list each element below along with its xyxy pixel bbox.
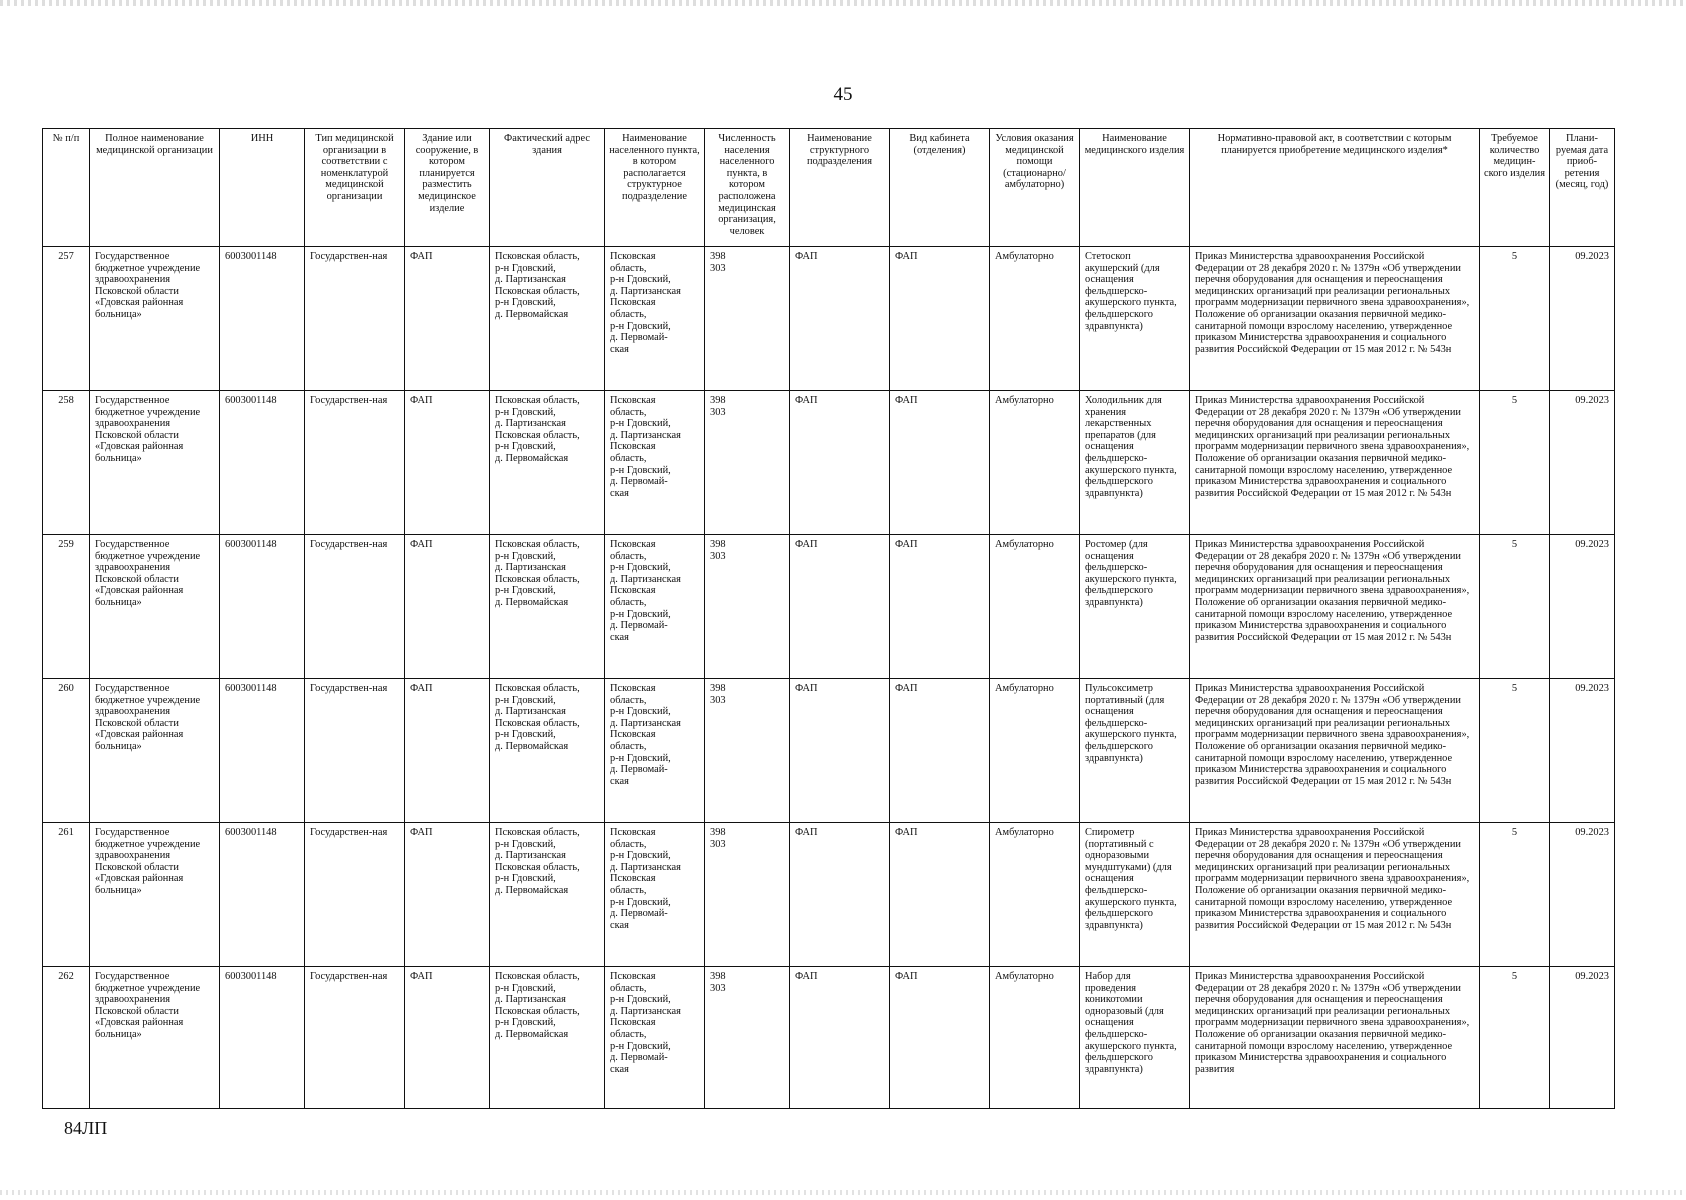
cell-num: 260 [43, 679, 90, 823]
cell-date: 09.2023 [1550, 535, 1615, 679]
cell-address: Псковская область, р-н Гдовский, д. Партизанская Псковская область, р-н Гдовский, д. Первомайская [490, 391, 605, 535]
cell-division: ФАП [790, 823, 890, 967]
cell-qty: 5 [1480, 247, 1550, 391]
col-header-cabinet: Вид кабинета (отделения) [890, 129, 990, 247]
col-header-law: Нормативно-правовой акт, в соответствии с которым планируется приобретение медицинского изделия* [1190, 129, 1480, 247]
cell-population: 398 303 [705, 391, 790, 535]
cell-qty: 5 [1480, 535, 1550, 679]
cell-address: Псковская область, р-н Гдовский, д. Партизанская Псковская область, р-н Гдовский, д. Первомайская [490, 247, 605, 391]
cell-population: 398 303 [705, 823, 790, 967]
cell-type: Государствен-ная [305, 967, 405, 1109]
cell-cabinet: ФАП [890, 391, 990, 535]
cell-population: 398 303 [705, 247, 790, 391]
cell-device: Спирометр (портативный с одноразовыми мундштуками) (для оснащения фельдшерско-акушерского пункта, фельдшерского здравпункта) [1080, 823, 1190, 967]
cell-type: Государствен-ная [305, 679, 405, 823]
cell-law: Приказ Министерства здравоохранения Российской Федерации от 28 декабря 2020 г. № 1379н «Об утверждении перечня оборудования для оснащения и переоснащения медицинских организаций при реализации региональных программ модернизации первичного звена здравоохранения», Положение об организации оказания первичной медико-санитарной помощи взрослому населению, утвержденное приказом Министерства здравоохранения и социального развития Российской Федерации от 15 мая 2012 г. № 543н [1190, 247, 1480, 391]
cell-division: ФАП [790, 967, 890, 1109]
col-header-building: Здание или сооружение, в котором планируется разместить медицинское изделие [405, 129, 490, 247]
cell-locality: Псковская область, р-н Гдовский, д. Партизанская Псковская область, р-н Гдовский, д. Первомай- ская [605, 679, 705, 823]
cell-inn: 6003001148 [220, 247, 305, 391]
col-header-type: Тип медицинской организации в соответствии с номенклатурой медицинской организации [305, 129, 405, 247]
cell-num: 262 [43, 967, 90, 1109]
col-header-locality: Наименование населенного пункта, в котором располагается структурное подразделение [605, 129, 705, 247]
col-header-division: Наименование структурного подразделения [790, 129, 890, 247]
col-header-org: Полное наименование медицинской организации [90, 129, 220, 247]
cell-inn: 6003001148 [220, 391, 305, 535]
cell-division: ФАП [790, 679, 890, 823]
cell-law: Приказ Министерства здравоохранения Российской Федерации от 28 декабря 2020 г. № 1379н «Об утверждении перечня оборудования для оснащения и переоснащения медицинских организаций при реализации региональных программ модернизации первичного звена здравоохранения», Положение об организации оказания первичной медико-санитарной помощи взрослому населению, утвержденное приказом Министерства здравоохранения и социального развития Российской Федерации от 15 мая 2012 г. № 543н [1190, 391, 1480, 535]
cell-law: Приказ Министерства здравоохранения Российской Федерации от 28 декабря 2020 г. № 1379н «Об утверждении перечня оборудования для оснащения и переоснащения медицинских организаций при реализации региональных программ модернизации первичного звена здравоохранения», Положение об организации оказания первичной медико-санитарной помощи взрослому населению, утвержденное приказом Министерства здравоохранения и социального развития Российской Федерации от 15 мая 2012 г. № 543н [1190, 679, 1480, 823]
cell-org: Государственное бюджетное учреждение здравоохранения Псковской области «Гдовская районная больница» [90, 967, 220, 1109]
cell-date: 09.2023 [1550, 823, 1615, 967]
table-header-row [43, 129, 1615, 247]
col-header-population: Численность населения населенного пункта, в котором расположена медицинская организация, человек [705, 129, 790, 247]
document-code: 84ЛП [64, 1118, 108, 1138]
cell-conditions: Амбулаторно [990, 967, 1080, 1109]
cell-law: Приказ Министерства здравоохранения Российской Федерации от 28 декабря 2020 г. № 1379н «Об утверждении перечня оборудования для оснащения и переоснащения медицинских организаций при реализации региональных программ модернизации первичного звена здравоохранения», Положение об организации оказания первичной медико-санитарной помощи взрослому населению, утвержденное приказом Министерства здравоохранения и социального развития Российской Федерации от 15 мая 2012 г. № 543н [1190, 535, 1480, 679]
cell-locality: Псковская область, р-н Гдовский, д. Партизанская Псковская область, р-н Гдовский, д. Первомай- ская [605, 391, 705, 535]
cell-building: ФАП [405, 967, 490, 1109]
table-row [43, 679, 1615, 823]
cell-conditions: Амбулаторно [990, 247, 1080, 391]
cell-conditions: Амбулаторно [990, 823, 1080, 967]
cell-division: ФАП [790, 535, 890, 679]
cell-population: 398 303 [705, 967, 790, 1109]
cell-device: Набор для проведения коникотомии одноразовый (для оснащения фельдшерско-акушерского пункта, фельдшерского здравпункта) [1080, 967, 1190, 1109]
cell-division: ФАП [790, 247, 890, 391]
scan-edge-top [0, 0, 1686, 6]
cell-org: Государственное бюджетное учреждение здравоохранения Псковской области «Гдовская районная больница» [90, 535, 220, 679]
cell-device: Стетоскоп акушерский (для оснащения фельдшерско-акушерского пункта, фельдшерского здравпункта) [1080, 247, 1190, 391]
cell-device: Ростомер (для оснащения фельдшерско-акушерского пункта, фельдшерского здравпункта) [1080, 535, 1190, 679]
col-header-conditions: Условия оказания медицинской помощи (стационарно/ амбулаторно) [990, 129, 1080, 247]
cell-address: Псковская область, р-н Гдовский, д. Партизанская Псковская область, р-н Гдовский, д. Первомайская [490, 967, 605, 1109]
cell-population: 398 303 [705, 679, 790, 823]
cell-org: Государственное бюджетное учреждение здравоохранения Псковской области «Гдовская районная больница» [90, 247, 220, 391]
cell-locality: Псковская область, р-н Гдовский, д. Партизанская Псковская область, р-н Гдовский, д. Первомай- ская [605, 967, 705, 1109]
col-header-device: Наименование медицинского изделия [1080, 129, 1190, 247]
cell-device: Пульсоксиметр портативный (для оснащения фельдшерско-акушерского пункта, фельдшерского здравпункта) [1080, 679, 1190, 823]
cell-date: 09.2023 [1550, 967, 1615, 1109]
cell-type: Государствен-ная [305, 823, 405, 967]
cell-qty: 5 [1480, 679, 1550, 823]
cell-date: 09.2023 [1550, 679, 1615, 823]
cell-conditions: Амбулаторно [990, 535, 1080, 679]
scan-edge-bottom [0, 1190, 1686, 1195]
cell-conditions: Амбулаторно [990, 679, 1080, 823]
cell-type: Государствен-ная [305, 247, 405, 391]
cell-cabinet: ФАП [890, 247, 990, 391]
cell-org: Государственное бюджетное учреждение здравоохранения Псковской области «Гдовская районная больница» [90, 823, 220, 967]
cell-building: ФАП [405, 679, 490, 823]
equipment-table [42, 128, 1615, 1109]
cell-qty: 5 [1480, 391, 1550, 535]
cell-date: 09.2023 [1550, 391, 1615, 535]
cell-locality: Псковская область, р-н Гдовский, д. Партизанская Псковская область, р-н Гдовский, д. Первомай- ская [605, 823, 705, 967]
cell-address: Псковская область, р-н Гдовский, д. Партизанская Псковская область, р-н Гдовский, д. Первомайская [490, 823, 605, 967]
cell-cabinet: ФАП [890, 679, 990, 823]
table-row [43, 535, 1615, 679]
cell-locality: Псковская область, р-н Гдовский, д. Партизанская Псковская область, р-н Гдовский, д. Первомай- ская [605, 535, 705, 679]
cell-cabinet: ФАП [890, 823, 990, 967]
cell-num: 258 [43, 391, 90, 535]
cell-division: ФАП [790, 391, 890, 535]
cell-building: ФАП [405, 823, 490, 967]
cell-type: Государствен-ная [305, 535, 405, 679]
table-row [43, 247, 1615, 391]
cell-inn: 6003001148 [220, 535, 305, 679]
cell-population: 398 303 [705, 535, 790, 679]
cell-address: Псковская область, р-н Гдовский, д. Партизанская Псковская область, р-н Гдовский, д. Первомайская [490, 679, 605, 823]
cell-num: 257 [43, 247, 90, 391]
table-row [43, 967, 1615, 1109]
cell-type: Государствен-ная [305, 391, 405, 535]
cell-address: Псковская область, р-н Гдовский, д. Партизанская Псковская область, р-н Гдовский, д. Первомайская [490, 535, 605, 679]
cell-qty: 5 [1480, 823, 1550, 967]
cell-device: Холодильник для хранения лекарственных препаратов (для оснащения фельдшерско-акушерского пункта, фельдшерского здравпункта) [1080, 391, 1190, 535]
cell-law: Приказ Министерства здравоохранения Российской Федерации от 28 декабря 2020 г. № 1379н «Об утверждении перечня оборудования для оснащения и переоснащения медицинских организаций при реализации региональных программ модернизации первичного звена здравоохранения», Положение об организации оказания первичной медико-санитарной помощи взрослому населению, утвержденное приказом Министерства здравоохранения и социального развития [1190, 967, 1480, 1109]
cell-building: ФАП [405, 391, 490, 535]
cell-num: 259 [43, 535, 90, 679]
page-number: 45 [833, 84, 853, 105]
cell-inn: 6003001148 [220, 679, 305, 823]
cell-date: 09.2023 [1550, 247, 1615, 391]
cell-inn: 6003001148 [220, 967, 305, 1109]
cell-num: 261 [43, 823, 90, 967]
col-header-address: Фактический адрес здания [490, 129, 605, 247]
col-header-inn: ИНН [220, 129, 305, 247]
cell-inn: 6003001148 [220, 823, 305, 967]
cell-building: ФАП [405, 247, 490, 391]
cell-qty: 5 [1480, 967, 1550, 1109]
col-header-date: Плани-руемая дата приоб-ретения (месяц, год) [1550, 129, 1615, 247]
cell-org: Государственное бюджетное учреждение здравоохранения Псковской области «Гдовская районная больница» [90, 679, 220, 823]
cell-locality: Псковская область, р-н Гдовский, д. Партизанская Псковская область, р-н Гдовский, д. Первомай- ская [605, 247, 705, 391]
cell-conditions: Амбулаторно [990, 391, 1080, 535]
cell-building: ФАП [405, 535, 490, 679]
table-row [43, 391, 1615, 535]
table-row [43, 823, 1615, 967]
cell-org: Государственное бюджетное учреждение здравоохранения Псковской области «Гдовская районная больница» [90, 391, 220, 535]
col-header-qty: Требуемое количество медицин-ского изделия [1480, 129, 1550, 247]
cell-law: Приказ Министерства здравоохранения Российской Федерации от 28 декабря 2020 г. № 1379н «Об утверждении перечня оборудования для оснащения и переоснащения медицинских организаций при реализации региональных программ модернизации первичного звена здравоохранения», Положение об организации оказания первичной медико-санитарной помощи взрослому населению, утвержденное приказом Министерства здравоохранения и социального развития Российской Федерации от 15 мая 2012 г. № 543н [1190, 823, 1480, 967]
cell-cabinet: ФАП [890, 967, 990, 1109]
col-header-num: № п/п [43, 129, 90, 247]
cell-cabinet: ФАП [890, 535, 990, 679]
